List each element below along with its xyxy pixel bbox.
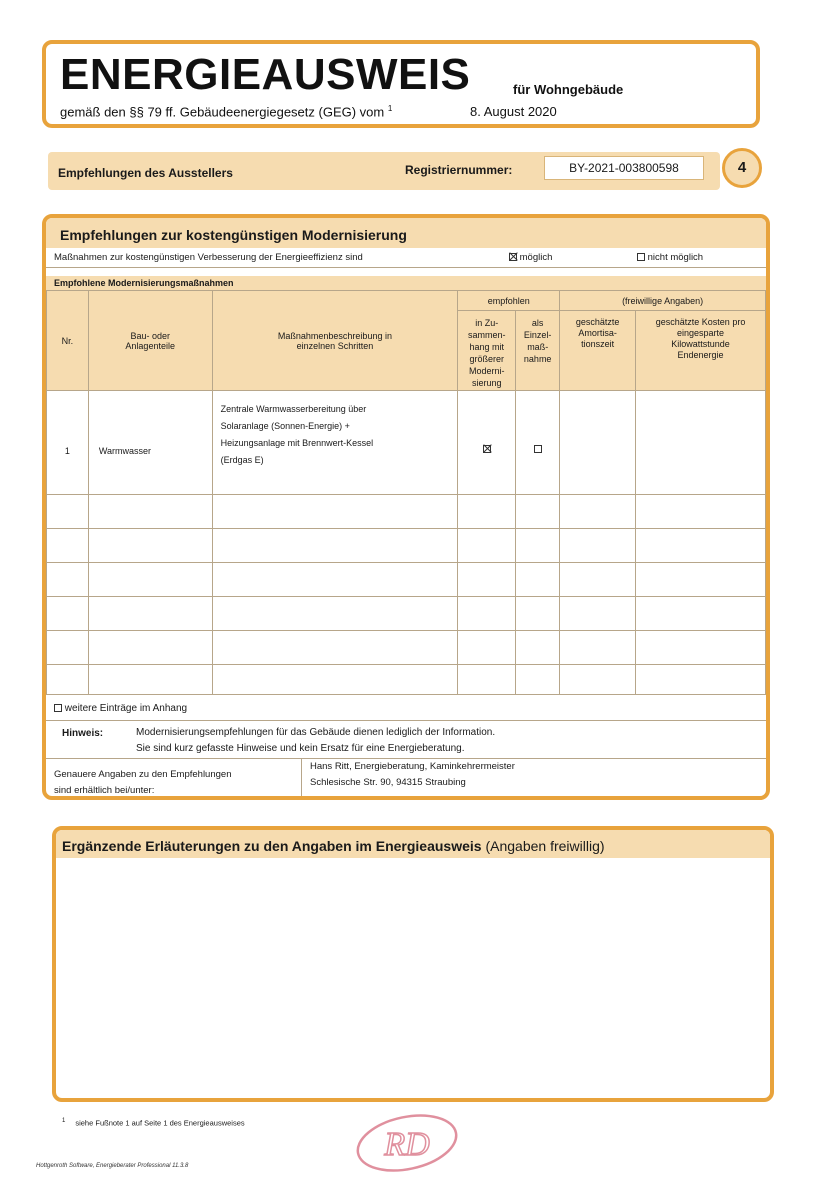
table-row-empty xyxy=(47,529,766,563)
col-header-costs-label: geschätzte Kosten pro eingesparte Kilowattstunde Endenergie xyxy=(655,317,746,360)
legal-basis-text: gemäß den §§ 79 ff. Gebäudeenergiegesetz (GEG) vom xyxy=(60,104,385,120)
note-line-1: Modernisierungsempfehlungen für das Gebäude dienen lediglich der Information. xyxy=(136,727,496,738)
divider xyxy=(46,720,766,721)
table-row-empty xyxy=(47,495,766,529)
table-row-empty xyxy=(47,631,766,665)
col-header-amortization xyxy=(560,311,636,391)
table-row-empty xyxy=(47,597,766,631)
rd-logo-icon xyxy=(352,1113,462,1173)
option-not-possible[interactable] xyxy=(637,252,703,263)
legal-basis xyxy=(60,104,392,119)
svg-text:RD: RD xyxy=(384,1126,430,1163)
col-header-description-label: Maßnahmenbeschreibung in einzelnen Schritten xyxy=(277,330,392,351)
explanations-title-bold: Ergänzende Erläuterungen zu den Angaben im Energieausweis xyxy=(62,838,482,854)
further-entries[interactable] xyxy=(54,703,187,714)
checked-checkbox-icon[interactable] xyxy=(509,253,517,261)
col-header-single xyxy=(516,311,560,391)
details-label-2: sind erhältlich bei/unter: xyxy=(54,785,155,796)
document-subtitle: für Wohngebäude xyxy=(513,82,624,97)
legal-date: 8. August 2020 xyxy=(470,104,557,119)
issuer-address: Schlesische Str. 90, 94315 Straubing xyxy=(310,777,466,788)
col-header-bau-label: Bau- oder Anlagenteile xyxy=(125,330,175,351)
divider xyxy=(301,758,302,796)
checkbox-icon[interactable] xyxy=(54,704,62,712)
explanations-title xyxy=(62,838,605,854)
col-header-amortization-label: geschätzte Amortisa-tionszeit xyxy=(575,317,620,349)
col-header-bau xyxy=(88,291,212,391)
section-title: Empfehlungen zur kostengünstigen Modernisierung xyxy=(60,227,407,243)
option-possible[interactable] xyxy=(509,252,552,263)
table-row xyxy=(47,391,766,495)
checked-checkbox-icon[interactable] xyxy=(483,445,491,453)
footnote-text: siehe Fußnote 1 auf Seite 1 des Energieausweises xyxy=(75,1118,245,1128)
checkbox-icon[interactable] xyxy=(637,253,645,261)
issuer-name: Hans Ritt, Energieberatung, Kaminkehrermeister xyxy=(310,761,515,772)
footnote-number: 1 xyxy=(62,1118,66,1124)
row-amortization xyxy=(560,391,636,495)
option-not-possible-label: nicht möglich xyxy=(647,252,704,263)
details-label-1: Genauere Angaben zu den Empfehlungen xyxy=(54,769,232,780)
col-header-single-label: als Einzel-maß-nahme xyxy=(523,318,552,364)
further-entries-label: weitere Einträge im Anhang xyxy=(64,703,188,714)
aussteller-label: Empfehlungen des Ausstellers xyxy=(58,166,233,180)
divider xyxy=(46,758,766,759)
col-header-voluntary: (freiwillige Angaben) xyxy=(560,291,766,311)
row-description-text: Zentrale Warmwasserbereitung über Solaranlage (Sonnen-Energie) + Heizungsanlage mit Brennwert-Kessel (Erdgas E) xyxy=(220,404,374,465)
col-header-recommended: empfohlen xyxy=(458,291,560,311)
col-header-combined-label: in Zu-sammen-hang mit größerer Moderni-sierung xyxy=(467,318,506,388)
row-component: Warmwasser xyxy=(88,391,212,495)
software-credit: Hottgenroth Software, Energieberater Professional 11.3.8 xyxy=(36,1163,189,1169)
note-label: Hinweis: xyxy=(62,728,104,739)
row-nr: 1 xyxy=(47,391,89,495)
checkbox-icon[interactable] xyxy=(534,445,542,453)
subheading: Empfohlene Modernisierungsmaßnahmen xyxy=(54,278,234,288)
table-row-empty xyxy=(47,665,766,695)
row-costs xyxy=(636,391,766,495)
col-header-description xyxy=(212,291,458,391)
measures-text: Maßnahmen zur kostengünstigen Verbesserung der Energieeffizienz sind xyxy=(54,252,363,263)
measures-table xyxy=(46,290,766,695)
page-number-badge: 4 xyxy=(722,148,762,188)
col-header-combined xyxy=(458,311,516,391)
row-description xyxy=(212,391,458,495)
option-possible-label: möglich xyxy=(519,252,553,263)
explanations-section xyxy=(52,826,774,1102)
table-row-empty xyxy=(47,563,766,597)
col-header-costs xyxy=(636,311,766,391)
col-header-nr: Nr. xyxy=(47,291,89,391)
explanations-title-note: (Angaben freiwillig) xyxy=(485,838,605,854)
row-combined-cell xyxy=(458,391,516,495)
note-line-2: Sie sind kurz gefasste Hinweise und kein Ersatz für eine Energieberatung. xyxy=(136,743,465,754)
footnote-ref: 1 xyxy=(387,104,393,113)
registration-number: BY-2021-003800598 xyxy=(544,156,704,180)
document-title: ENERGIEAUSWEIS xyxy=(60,50,471,99)
footnote xyxy=(62,1118,245,1128)
registration-label: Registriernummer: xyxy=(405,163,513,177)
row-single-cell xyxy=(516,391,560,495)
